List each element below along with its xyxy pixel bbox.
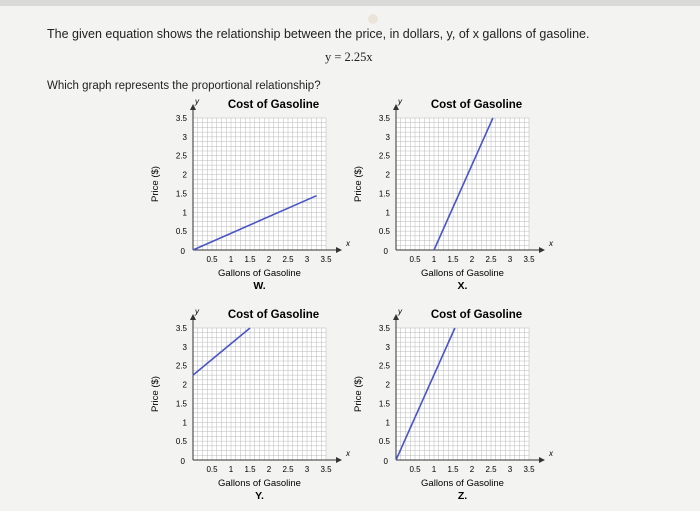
y-tick-label: 3.5 [175, 324, 187, 333]
graph-caption: W. [253, 280, 266, 292]
y-tick-label: 3 [182, 342, 187, 352]
top-bar [0, 0, 700, 6]
x-tick-label: 3.5 [320, 465, 332, 474]
x-tick-label: 1.5 [447, 255, 459, 264]
y-tick-label: 2.5 [175, 361, 187, 371]
watermark-dot [368, 14, 378, 24]
x-tick-label: 2 [469, 255, 475, 264]
graph-x[interactable] [343, 88, 583, 298]
y-tick-label: 3.5 [378, 114, 390, 123]
origin-label: 0 [383, 457, 388, 466]
x-axis-label: Gallons of Gasoline [421, 268, 504, 279]
x-tick-label: 3 [507, 465, 513, 474]
chart-title: Cost of Gasoline [227, 99, 320, 111]
y-tick-label: 2 [182, 380, 187, 390]
chart-svg-z [343, 298, 583, 508]
origin-label: 0 [383, 247, 388, 256]
x-tick-label: 2.5 [485, 255, 497, 264]
chart-title: Cost of Gasoline [430, 309, 523, 321]
graph-z[interactable] [343, 298, 583, 508]
x-axis-letter: x [346, 449, 350, 458]
question-text: The given equation shows the relationship between the price, in dollars, y, of x gallons of gasoline. [47, 27, 590, 41]
y-tick-label: 1.5 [378, 399, 390, 409]
x-tick-label: 3 [304, 465, 310, 474]
y-tick-label: 1 [385, 418, 390, 428]
x-tick-label: 1 [228, 255, 234, 264]
x-axis-label: Gallons of Gasoline [218, 478, 301, 489]
x-axis-arrow [539, 457, 545, 463]
y-tick-label: 3 [182, 132, 187, 142]
origin-label: 0 [180, 247, 185, 256]
y-tick-label: 0.5 [175, 437, 187, 447]
prompt-text: Which graph represents the proportional relationship? [47, 80, 321, 92]
y-tick-label: 1 [385, 208, 390, 218]
y-tick-label: 1 [182, 208, 187, 218]
chart-svg-x [343, 88, 583, 298]
y-tick-label: 1.5 [175, 189, 187, 199]
y-tick-label: 3 [385, 132, 390, 142]
y-tick-label: 0.5 [175, 227, 187, 237]
x-axis-label: Gallons of Gasoline [218, 268, 301, 279]
x-tick-label: 0.5 [409, 255, 421, 264]
x-tick-label: 3.5 [523, 255, 535, 264]
graph-caption: X. [457, 280, 468, 292]
x-tick-label: 1 [431, 255, 437, 264]
y-axis-letter: y [398, 97, 402, 106]
x-tick-label: 1.5 [447, 465, 459, 474]
x-tick-label: 3.5 [320, 255, 332, 264]
y-tick-label: 2.5 [378, 151, 390, 161]
equation: y = 2.25x [325, 50, 373, 64]
y-axis-label: Price ($) [150, 376, 161, 412]
origin-label: 0 [180, 457, 185, 466]
y-tick-label: 0.5 [378, 227, 390, 237]
y-tick-label: 3.5 [378, 324, 390, 333]
x-tick-label: 2.5 [282, 255, 294, 264]
x-axis-arrow [336, 457, 342, 463]
x-tick-label: 2 [266, 255, 272, 264]
y-tick-label: 1.5 [378, 189, 390, 199]
y-axis-label: Price ($) [353, 166, 364, 202]
x-tick-label: 0.5 [409, 465, 421, 474]
x-axis-label: Gallons of Gasoline [421, 478, 504, 489]
y-tick-label: 2 [385, 380, 390, 390]
y-tick-label: 1 [182, 418, 187, 428]
x-tick-label: 1 [228, 465, 234, 474]
x-tick-label: 2.5 [282, 465, 294, 474]
x-tick-label: 2 [266, 465, 272, 474]
x-tick-label: 0.5 [206, 255, 218, 264]
x-tick-label: 1 [431, 465, 437, 474]
x-tick-label: 3 [507, 255, 513, 264]
y-tick-label: 2.5 [175, 151, 187, 161]
x-tick-label: 2.5 [485, 465, 497, 474]
x-tick-label: 1.5 [244, 255, 256, 264]
graph-caption: Z. [457, 490, 468, 502]
x-axis-arrow [336, 247, 342, 253]
x-axis-letter: x [549, 449, 553, 458]
y-axis-letter: y [398, 307, 402, 316]
chart-title: Cost of Gasoline [227, 309, 320, 321]
y-tick-label: 3 [385, 342, 390, 352]
x-tick-label: 3.5 [523, 465, 535, 474]
y-tick-label: 3.5 [175, 114, 187, 123]
x-axis-letter: x [549, 239, 553, 248]
y-axis-label: Price ($) [150, 166, 161, 202]
x-tick-label: 2 [469, 465, 475, 474]
y-axis-letter: y [195, 307, 199, 316]
graph-caption: Y. [255, 490, 264, 502]
x-tick-label: 1.5 [244, 465, 256, 474]
y-axis-label: Price ($) [353, 376, 364, 412]
y-tick-label: 1.5 [175, 399, 187, 409]
y-tick-label: 2 [385, 170, 390, 180]
x-axis-letter: x [346, 239, 350, 248]
y-tick-label: 0.5 [378, 437, 390, 447]
y-axis-letter: y [195, 97, 199, 106]
chart-title: Cost of Gasoline [430, 99, 523, 111]
x-axis-arrow [539, 247, 545, 253]
y-tick-label: 2.5 [378, 361, 390, 371]
y-tick-label: 2 [182, 170, 187, 180]
x-tick-label: 0.5 [206, 465, 218, 474]
x-tick-label: 3 [304, 255, 310, 264]
